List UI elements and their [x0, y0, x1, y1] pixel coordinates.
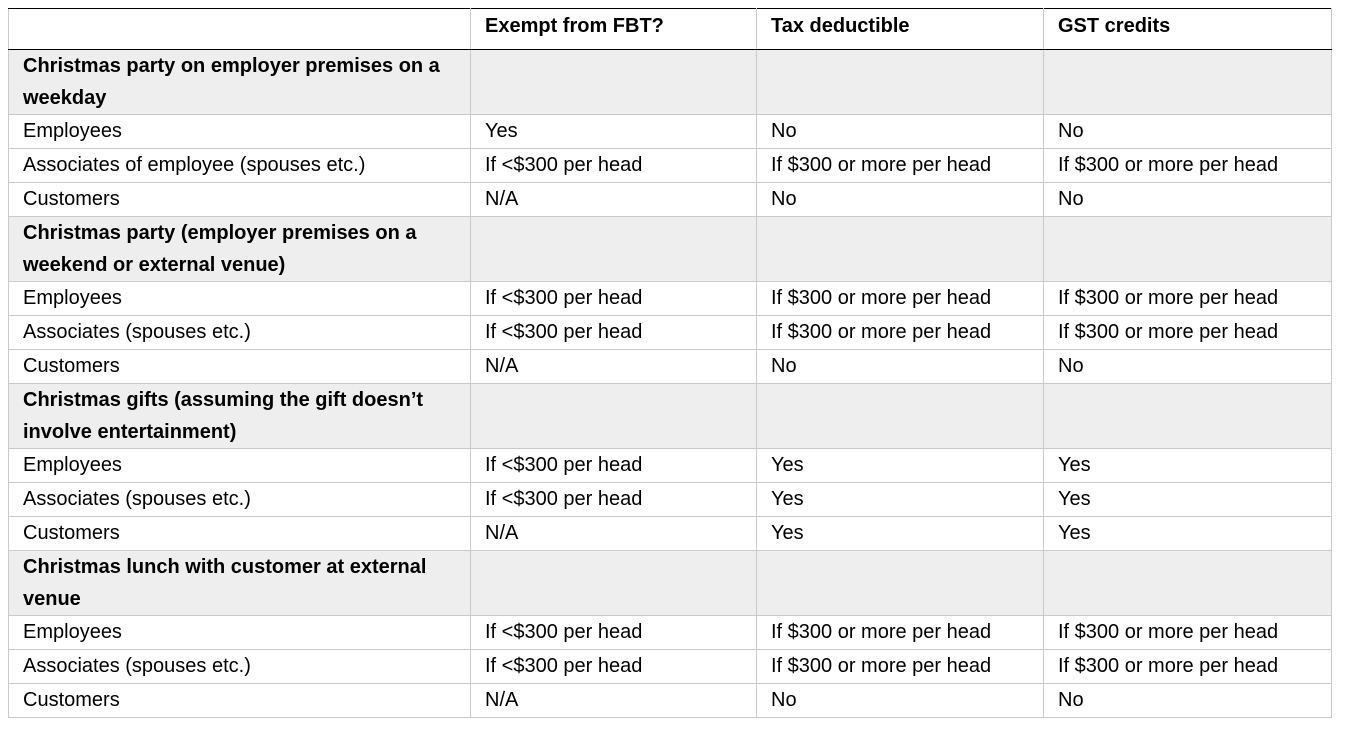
header-cell-blank — [9, 9, 471, 50]
cell-gst-credits: If $300 or more per head — [1044, 149, 1332, 183]
cell-gst-credits: Yes — [1044, 449, 1332, 483]
row-label: Customers — [9, 684, 471, 718]
cell-tax-deductible: Yes — [757, 449, 1044, 483]
section-cell-empty — [1044, 50, 1332, 115]
row-label: Employees — [9, 616, 471, 650]
cell-tax-deductible: Yes — [757, 483, 1044, 517]
row-label: Customers — [9, 350, 471, 384]
cell-exempt-fbt: Yes — [471, 115, 757, 149]
cell-exempt-fbt: N/A — [471, 350, 757, 384]
table-row — [9, 517, 1332, 551]
section-title: Christmas party (employer premises on a weekend or external venue) — [9, 217, 471, 282]
row-label: Customers — [9, 183, 471, 217]
section-title: Christmas party on employer premises on a weekday — [9, 50, 471, 115]
table-row — [9, 316, 1332, 350]
header-cell-gst-credits: GST credits — [1044, 9, 1332, 50]
section-row — [9, 384, 1332, 449]
section-cell-empty — [1044, 384, 1332, 449]
cell-tax-deductible: No — [757, 684, 1044, 718]
cell-exempt-fbt: N/A — [471, 183, 757, 217]
cell-exempt-fbt: N/A — [471, 517, 757, 551]
cell-tax-deductible: No — [757, 183, 1044, 217]
section-row — [9, 551, 1332, 616]
cell-gst-credits: No — [1044, 115, 1332, 149]
row-label: Associates (spouses etc.) — [9, 650, 471, 684]
cell-tax-deductible: If $300 or more per head — [757, 149, 1044, 183]
cell-exempt-fbt: If <$300 per head — [471, 149, 757, 183]
section-cell-empty — [757, 217, 1044, 282]
cell-gst-credits: If $300 or more per head — [1044, 316, 1332, 350]
row-label: Employees — [9, 115, 471, 149]
header-row — [9, 9, 1332, 50]
section-title: Christmas gifts (assuming the gift doesn’t involve entertainment) — [9, 384, 471, 449]
section-cell-empty — [471, 384, 757, 449]
row-label: Customers — [9, 517, 471, 551]
section-row — [9, 50, 1332, 115]
cell-exempt-fbt: If <$300 per head — [471, 282, 757, 316]
section-cell-empty — [1044, 217, 1332, 282]
cell-gst-credits: No — [1044, 684, 1332, 718]
cell-gst-credits: If $300 or more per head — [1044, 616, 1332, 650]
table-row — [9, 616, 1332, 650]
cell-tax-deductible: If $300 or more per head — [757, 650, 1044, 684]
row-label: Associates (spouses etc.) — [9, 483, 471, 517]
header-cell-exempt-fbt: Exempt from FBT? — [471, 9, 757, 50]
cell-tax-deductible: If $300 or more per head — [757, 316, 1044, 350]
fbt-christmas-table — [8, 8, 1332, 718]
row-label: Associates (spouses etc.) — [9, 316, 471, 350]
row-label: Associates of employee (spouses etc.) — [9, 149, 471, 183]
cell-exempt-fbt: N/A — [471, 684, 757, 718]
table-row — [9, 684, 1332, 718]
cell-exempt-fbt: If <$300 per head — [471, 483, 757, 517]
table-row — [9, 350, 1332, 384]
cell-tax-deductible: Yes — [757, 517, 1044, 551]
cell-tax-deductible: No — [757, 115, 1044, 149]
cell-tax-deductible: If $300 or more per head — [757, 616, 1044, 650]
section-cell-empty — [757, 50, 1044, 115]
section-title: Christmas lunch with customer at external venue — [9, 551, 471, 616]
cell-exempt-fbt: If <$300 per head — [471, 616, 757, 650]
cell-gst-credits: No — [1044, 350, 1332, 384]
table-row — [9, 483, 1332, 517]
table-row — [9, 282, 1332, 316]
table-row — [9, 449, 1332, 483]
cell-tax-deductible: If $300 or more per head — [757, 282, 1044, 316]
cell-gst-credits: If $300 or more per head — [1044, 650, 1332, 684]
table-row — [9, 183, 1332, 217]
section-cell-empty — [757, 384, 1044, 449]
section-cell-empty — [1044, 551, 1332, 616]
cell-gst-credits: If $300 or more per head — [1044, 282, 1332, 316]
row-label: Employees — [9, 449, 471, 483]
cell-exempt-fbt: If <$300 per head — [471, 650, 757, 684]
cell-gst-credits: Yes — [1044, 517, 1332, 551]
cell-gst-credits: Yes — [1044, 483, 1332, 517]
row-label: Employees — [9, 282, 471, 316]
section-cell-empty — [471, 551, 757, 616]
section-row — [9, 217, 1332, 282]
cell-exempt-fbt: If <$300 per head — [471, 449, 757, 483]
table-row — [9, 149, 1332, 183]
cell-exempt-fbt: If <$300 per head — [471, 316, 757, 350]
section-cell-empty — [757, 551, 1044, 616]
cell-tax-deductible: No — [757, 350, 1044, 384]
section-cell-empty — [471, 50, 757, 115]
section-cell-empty — [471, 217, 757, 282]
table-row — [9, 650, 1332, 684]
table-row — [9, 115, 1332, 149]
cell-gst-credits: No — [1044, 183, 1332, 217]
header-cell-tax-deductible: Tax deductible — [757, 9, 1044, 50]
